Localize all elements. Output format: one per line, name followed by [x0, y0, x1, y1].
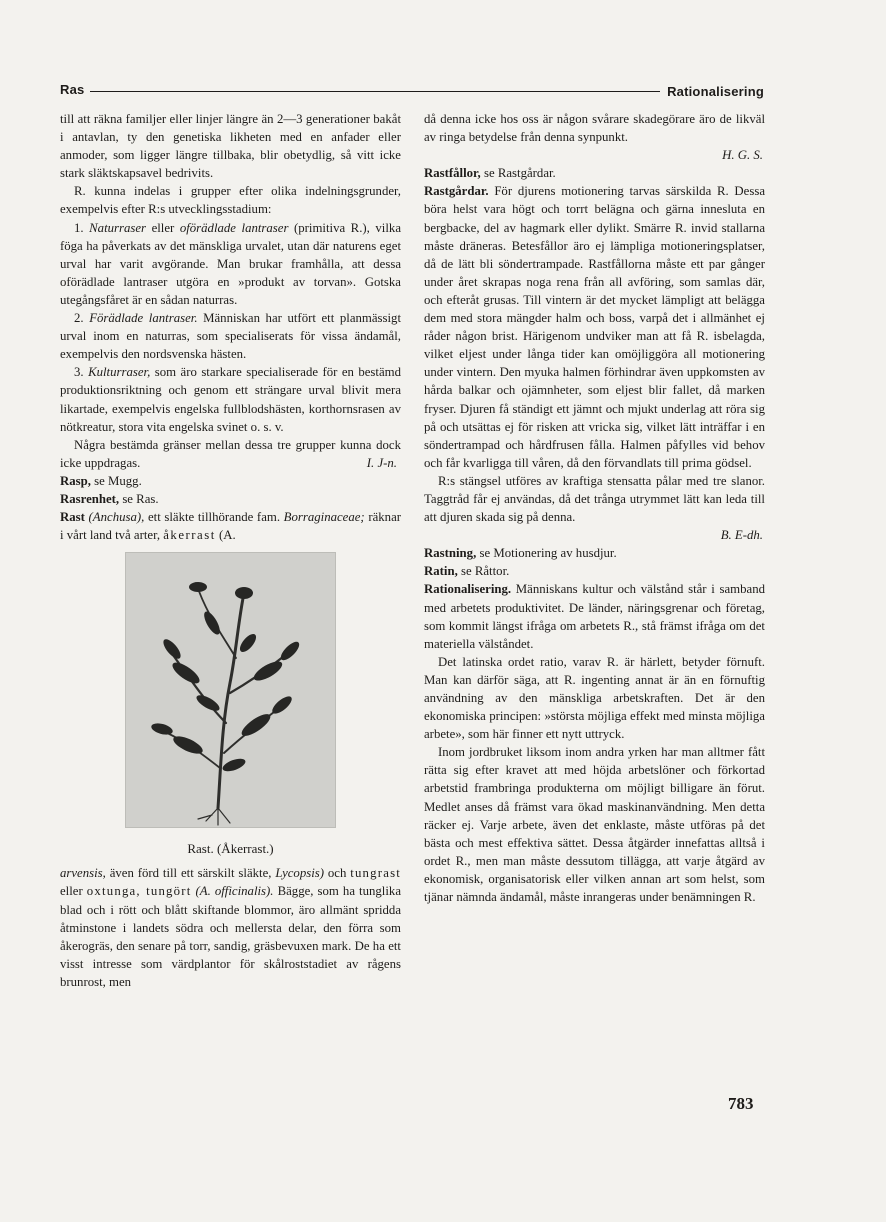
- headword: Rastning,: [424, 546, 477, 561]
- text-span: se Motionering av husdjur.: [479, 546, 617, 561]
- paragraph: R:s stängsel utföres av kraftiga stensatta pålar med tre slanor. Taggtråd får ej användas, då det trånga utrymmet lätt kan leda till att djuren skada sig på denna.: [424, 473, 765, 525]
- text-span: Människans kultur och välstånd står i samband med arbetets produktivitet. De länder, näringsgrenar och företag, som kommit längst ifråga om arbetets R., stå främst ifråga om det materiella välståndet.: [424, 582, 765, 651]
- entry-rastgardar: [424, 182, 765, 472]
- header-rule: [88, 91, 660, 92]
- list-number: 1.: [74, 220, 84, 235]
- header-right-word: Rationalisering: [661, 84, 764, 99]
- term-ofaradlade: oförädlade lantraser: [179, 220, 289, 235]
- entry-rastfallor: [424, 164, 765, 182]
- text-span: även förd till ett särskilt släkte,: [109, 866, 272, 881]
- text-span: Några bestämda gränser mellan dessa tre grupper kunna dock icke uppdragas.: [60, 437, 401, 470]
- headword: Rast: [60, 510, 85, 525]
- figure-caption: Rast. (Åkerrast.): [187, 841, 274, 857]
- text-span: som äro starkare specialiserade för en bestämd produktionsriktning och genom ett strängare urval blivit mera likartade, exempelvis engelska fullblodshästen, korthornsrasen av nötkreatur, stora vita engelska svinet o. s. v.: [60, 365, 401, 434]
- paragraph: [60, 436, 401, 472]
- term-naturraser: Naturraser: [89, 220, 147, 235]
- latin-name: Lycopsis): [275, 866, 324, 881]
- text-span: se Ras.: [122, 491, 159, 506]
- entry-rasp: [60, 472, 401, 490]
- text-span: (primitiva R.), vilka föga ha påverkats av det mänskliga urvalet, utan där naturens eget urval har varit avgörande. Man brukar framhålla, att dessa oförädlade lantraser utgöra en »produkt av torvan». Gotska utegångsfåret är en sådan naturras.: [60, 220, 401, 307]
- text-span: se Råttor.: [460, 564, 510, 579]
- plant-photo: [125, 552, 336, 828]
- headword: Rationalisering.: [424, 582, 512, 597]
- text-span: Bägge, som ha tunglika blad och i rött och blått skiftande blommor, äro allmänt spridda åtminstone i landets södra och mellersta delar, den förra som åkerogräs, den senare på torr, sandig, gräsbevuxen mark. De ha ett visst intresse som värdplantor för skålroststadiet av rågens brunrost, men: [60, 884, 402, 989]
- latin-name: (A. officinalis).: [195, 884, 274, 899]
- headword: Rastfållor,: [424, 166, 481, 181]
- text-span: räknar i vårt land två arter,: [60, 510, 402, 543]
- headword: Rasp,: [60, 473, 91, 488]
- paragraph: då denna icke hos oss är någon svårare skadegörare äro de likväl av ringa betydelse från denna synpunkt.: [424, 112, 765, 145]
- latin-name: Borraginaceae;: [283, 510, 365, 525]
- entry-rationalisering: [424, 580, 765, 652]
- latin-name: (A.: [218, 528, 236, 543]
- paragraph-naturraser: [60, 219, 401, 309]
- header-left-word: Ras: [60, 82, 90, 97]
- paragraph: till att räkna familjer eller linjer längre än 2—3 generationer bakåt i antavlan, ty den genetiska likheten med en anfader eller anmoder, som ligger längre tillbaka, blir obetydlig, så vitt icke stark släktskapsavel bedrivits.: [60, 112, 401, 181]
- page-number: 783: [728, 1094, 754, 1113]
- text-span: eller: [60, 884, 83, 899]
- text-span: Människan har utfört ett planmässigt urval inom en naturras, som specialiserats för vissa ändamål, exempelvis den nordsvenska hästen.: [60, 311, 401, 362]
- term-foradlade: Förädlade lantraser.: [89, 311, 198, 326]
- right-column: [424, 110, 765, 906]
- headword: Ratin,: [424, 564, 458, 579]
- entry-rast-continued: [60, 864, 401, 991]
- figure: [60, 552, 401, 858]
- entry-rast: [60, 508, 401, 544]
- species-name: åkerrast: [163, 528, 216, 543]
- left-column: [60, 110, 401, 991]
- text-span: se Mugg.: [94, 473, 142, 488]
- text-span: För djurens motionering tarvas särskilda R. Dessa böra helst vara högt och torrt belägna och gärna innesluta en bergbacke, del av hagmark eller dylikt. Smärre R. invid stallarna måste dräneras. Betesfållor äro ej lämpliga motioneringsplatser, då de lätt bli söndertrampade. Rastfållorna måste ett par gånger under året skrapas noga rena från all avföring, som samlas där, och efteråt grusas. Till vintern är det mycket lämpligt att belägga dem med stora mängder halm och boss, varpå det i allmänhet ej råder någon brist. Härigenom undviker man att få R. isbelagda, vilket eljest under långa tider kan omöjliggöra all motionering under vintern. Den myuka halmen förhindrar även uppkomsten av hårda balkar och ojämnheter, som eljest blir fallet, då marken fryser. Djuren få ständigt ett jämnt och mjukt underlag att röra sig på och utsättas ej för risken att vricka sig, vilket lätt inträffar i en söndertrampad och hårdfrusen fålla. Halmen påfylles vid behov och får kvarligga till våren, då den förvandlats till prima gödsel.: [424, 184, 765, 470]
- entry-rastning: [424, 544, 765, 562]
- entry-ratin: [424, 562, 765, 580]
- text-span: eller: [151, 220, 175, 235]
- term-kulturraser: Kulturraser,: [88, 365, 151, 380]
- paragraph-foradlade: [60, 309, 401, 363]
- latin-name: (Anchusa),: [88, 510, 145, 525]
- author-signature: B. E-dh.: [720, 528, 763, 543]
- text-span: och: [327, 866, 347, 881]
- list-number: 2.: [74, 311, 84, 326]
- species-name: tungrast: [350, 866, 402, 881]
- entry-rasrenhet: [60, 490, 401, 508]
- list-number: 3.: [74, 365, 84, 380]
- paragraph: Inom jordbruket liksom inom andra yrken har man alltmer fått rätta sig efter kravet att med höjda arbetslöner och förkortad arbetstid frambringa produkterna om möjligt billigare än förut. Medlet anses då främst vara ökad maskinanvändning. Men detta räcker ej. Varje arbete, även det enklaste, måste utföras på det bästa och mest effektiva sättet. Dessa åtgärder innefattas alltså i ordet R., men man måste dessutom tillägga, att varje åtgärd av ekonomisk, organisatorisk eller vilken annan art som helst, som tjänar nämnda ändamål, måste inrangeras under benämningen R.: [424, 745, 765, 905]
- headword: Rastgårdar.: [424, 184, 489, 199]
- species-name: oxtunga, tungört: [86, 884, 192, 899]
- paragraph: Det latinska ordet ratio, varav R. är härlett, betyder förnuft. Man kan därför säga, att R. ingenting annat är än en förnuftig användning av den mänskliga arbetskraften. Det är den ekonomiska principen: »största möjliga effekt med minsta möjliga arbete», som här finner ett nytt uttryck.: [424, 654, 765, 742]
- author-signature: H. G. S.: [722, 148, 763, 163]
- latin-name: arvensis,: [60, 866, 106, 881]
- paragraph: R. kunna indelas i grupper efter olika indelningsgrunder, exempelvis efter R:s utvecklingsstadium:: [60, 184, 401, 217]
- paragraph-kulturraser: [60, 363, 401, 435]
- text-span: ett släkte tillhörande fam.: [147, 510, 281, 525]
- headword: Rasrenhet,: [60, 491, 120, 506]
- text-span: se Rastgårdar.: [483, 166, 556, 181]
- author-signature: I. J-n.: [366, 455, 397, 470]
- running-header: [60, 82, 764, 102]
